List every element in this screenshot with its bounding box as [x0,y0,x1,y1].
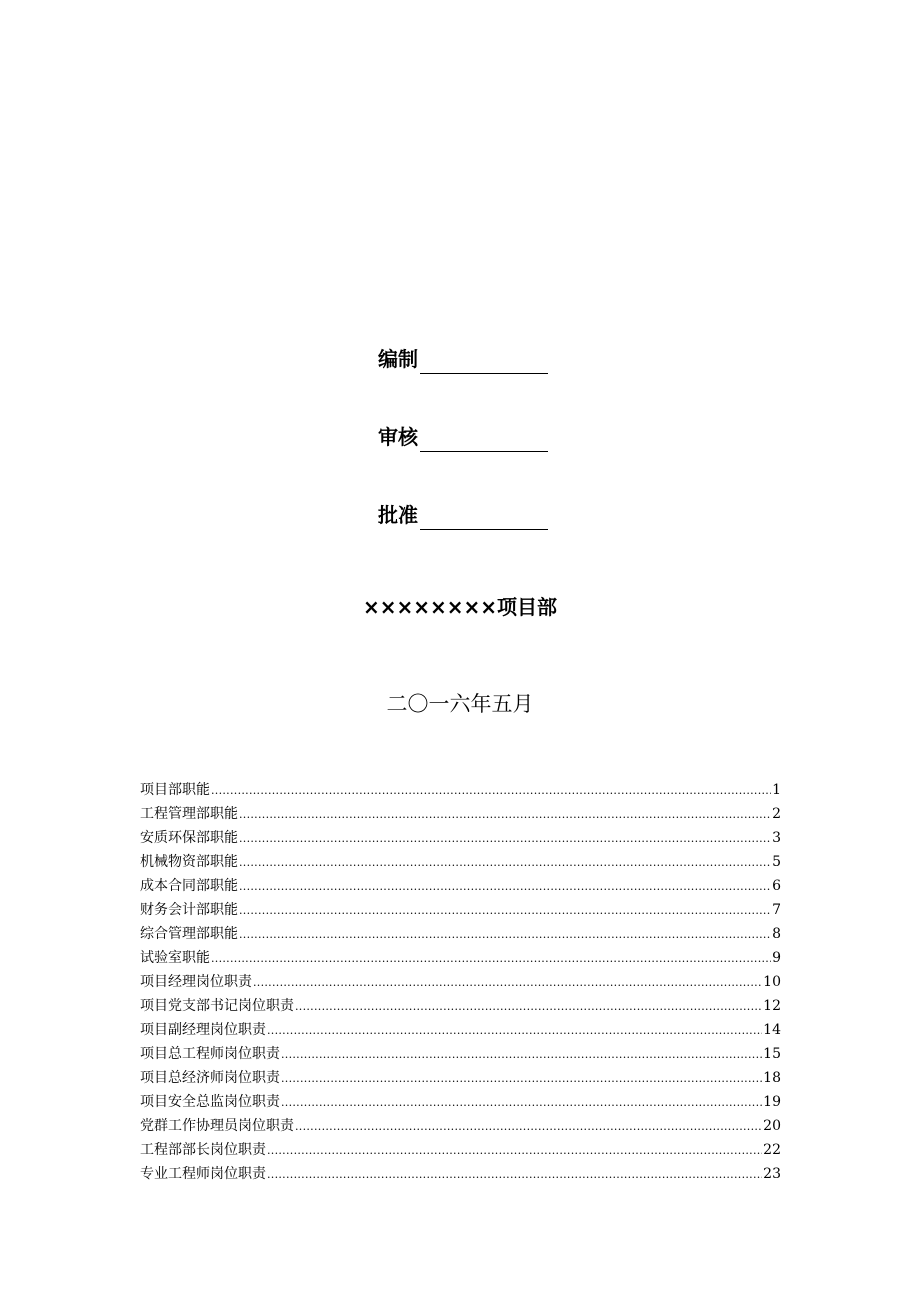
toc-leader [281,1043,762,1067]
toc-leader [239,851,771,875]
table-of-contents [140,778,781,1186]
toc-leader [253,971,762,995]
toc-entry-page: 6 [772,878,781,894]
toc-entry-title: 综合管理部职能 [140,926,238,942]
toc-leader [267,1019,762,1043]
toc-entry-title: 党群工作协理员岗位职责 [140,1118,294,1134]
toc-entry-page: 9 [772,950,781,966]
toc-leader [295,995,762,1019]
toc-leader [281,1091,762,1115]
toc-entry-page: 20 [763,1118,781,1134]
toc-entry-page: 7 [772,902,781,918]
toc-entry-title: 项目部职能 [140,782,210,798]
toc-entry-title: 项目党支部书记岗位职责 [140,998,294,1014]
toc-leader [211,947,771,971]
compile-signature-line [378,344,598,374]
toc-entry-page: 5 [772,854,781,870]
toc-entry-title: 项目副经理岗位职责 [140,1022,266,1038]
toc-entry-page: 18 [763,1070,781,1086]
toc-entry-page: 22 [763,1142,781,1158]
toc-leader [295,1115,762,1139]
toc-entry[interactable] [140,946,781,970]
toc-entry[interactable] [140,778,781,802]
organization-name: ××××××××项目部 [362,595,558,619]
toc-entry-page: 3 [772,830,781,846]
review-signature-line [378,422,598,452]
toc-entry-page: 14 [763,1022,781,1038]
toc-entry-page: 19 [763,1094,781,1110]
toc-entry-page: 23 [763,1166,781,1182]
toc-entry[interactable] [140,1162,781,1186]
approve-signature-line [378,500,598,530]
toc-leader [239,899,771,923]
toc-leader [239,827,771,851]
toc-entry-page: 12 [763,998,781,1014]
toc-entry-title: 试验室职能 [140,950,210,966]
toc-entry-page: 2 [772,806,781,822]
compile-label: 编制 [378,347,418,371]
toc-leader [211,779,771,803]
toc-leader [239,803,771,827]
toc-entry-title: 专业工程师岗位职责 [140,1166,266,1182]
toc-entry-page: 8 [772,926,781,942]
document-date: 二〇一六年五月 [386,692,534,716]
toc-entry[interactable] [140,994,781,1018]
toc-entry[interactable] [140,898,781,922]
toc-entry-title: 安质环保部职能 [140,830,238,846]
toc-entry[interactable] [140,1018,781,1042]
toc-entry-title: 项目总经济师岗位职责 [140,1070,280,1086]
toc-entry-page: 10 [763,974,781,990]
toc-entry[interactable] [140,922,781,946]
toc-entry-title: 项目总工程师岗位职责 [140,1046,280,1062]
toc-entry[interactable] [140,874,781,898]
toc-entry-title: 机械物资部职能 [140,854,238,870]
toc-entry[interactable] [140,1090,781,1114]
toc-leader [267,1139,762,1163]
toc-entry-page: 1 [772,782,781,798]
toc-entry-title: 项目经理岗位职责 [140,974,252,990]
review-label: 审核 [378,425,418,449]
toc-entry-title: 成本合同部职能 [140,878,238,894]
toc-leader [239,923,771,947]
toc-entry[interactable] [140,1042,781,1066]
toc-leader [281,1067,762,1091]
toc-entry[interactable] [140,850,781,874]
toc-entry[interactable] [140,1066,781,1090]
toc-leader [239,875,771,899]
toc-leader [267,1163,762,1187]
toc-entry[interactable] [140,826,781,850]
toc-entry-title: 工程管理部职能 [140,806,238,822]
toc-entry-page: 15 [763,1046,781,1062]
toc-entry-title: 财务会计部职能 [140,902,238,918]
toc-entry[interactable] [140,970,781,994]
approve-label: 批准 [378,503,418,527]
toc-entry-title: 工程部部长岗位职责 [140,1142,266,1158]
toc-entry[interactable] [140,1114,781,1138]
toc-entry[interactable] [140,1138,781,1162]
compile-blank [420,349,548,374]
approve-blank [420,505,548,530]
toc-entry[interactable] [140,802,781,826]
toc-entry-title: 项目安全总监岗位职责 [140,1094,280,1110]
review-blank [420,427,548,452]
